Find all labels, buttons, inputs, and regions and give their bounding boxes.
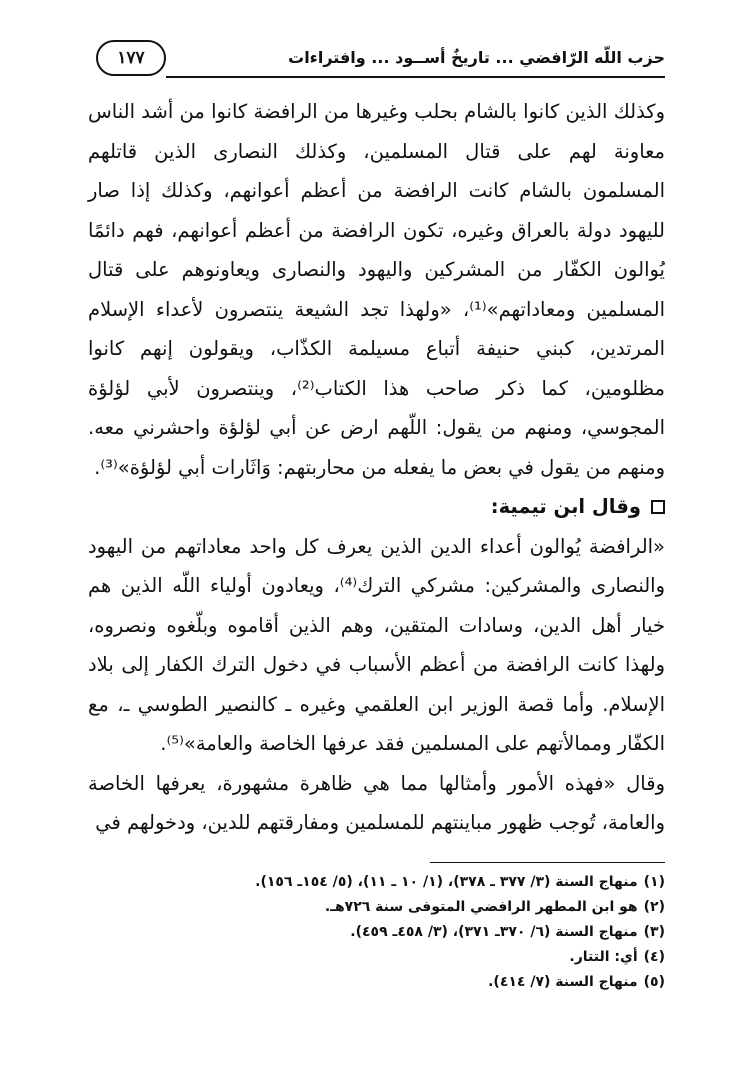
footnote-text: منهاج السنة (٧/ ٤١٤). (488, 974, 638, 990)
paragraph-2: «الرافضة يُوالون أعداء الدين الذين يعرف كل واحد معاداتهم من اليهود والنصارى والمشركين: مشركي الترك⁽⁴⁾، ويعادون أولياء اللّه الذين هم خيار أهل الدين، وسادات المتقين، وهم الذين أقاموه وبلّغوه ونصروه، ولهذا كانت الرافضة من أعظم الأسباب في دخول الترك الكفار إلى بلاد الإسلام. وأما قصة الوزير ابن العلقمي وغيره ـ كالنصير الطوسي ـ، مع الكفّار وممالأتهم على المسلمين فقد عرفها الخاصة والعامة»⁽⁵⁾. (88, 534, 666, 755)
section-heading (88, 487, 665, 527)
footnote-number: (٢) (643, 899, 665, 915)
footnote (88, 945, 665, 970)
footnote-number: (٣) (643, 924, 665, 940)
footnote (88, 920, 665, 945)
footnote (88, 895, 665, 920)
section-heading-text: وقال ابن تيمية: (490, 495, 641, 518)
footnote-text: أي: التتار. (569, 949, 638, 965)
footnote-text: هو ابن المطهر الرافضي المتوفى سنة ٧٢٦هـ. (324, 899, 638, 915)
footnote-text: منهاج السنة (٣/ ٣٧٧ ـ ٣٧٨)، (١/ ١٠ ـ ١١)، (٥/ ١٥٤ـ ١٥٦). (255, 874, 638, 890)
page-header (96, 34, 665, 82)
footnote-text: منهاج السنة (٦/ ٣٧٠ـ ٣٧١)، (٣/ ٤٥٨ـ ٤٥٩). (350, 924, 638, 940)
page-number: ١٧٧ (96, 40, 166, 76)
running-title: حزب اللّه الرّافضي ... تاريخٌ أســود ... وافتراءات (288, 48, 665, 67)
footnote-number: (٥) (643, 974, 665, 990)
footnote (88, 970, 665, 995)
footnotes (88, 870, 665, 995)
footnote-rule (430, 862, 665, 863)
main-text (88, 92, 665, 843)
square-bullet-icon (651, 500, 665, 514)
footnote-number: (٤) (643, 949, 665, 965)
header-rule (166, 76, 665, 78)
paragraph-1: وكذلك الذين كانوا بالشام بحلب وغيرها من الرافضة كانوا من أشد الناس معاونة لهم على قتال المسلمين، وكذلك النصارى الذين قاتلهم المسلمون بالشام كانت الرافضة من أعظم أعوانهم، وكذلك إذا صار لليهود دولة بالعراق وغيره، تكون الرافضة من أعظم أعوانهم، فهم دائمًا يُوالون الكفّار من المشركين واليهود والنصارى ويعاونوهم على قتال المسلمين ومعاداتهم»⁽¹⁾، «ولهذا تجد الشيعة ينتصرون لأعداء الإسلام المرتدين، كبني حنيفة أتباع مسيلمة الكذّاب، ويقولون إنهم كانوا مظلومين، كما ذكر صاحب هذا الكتاب⁽²⁾، وينتصرون لأبي لؤلؤة المجوسي، ومنهم من يقول: اللّهم ارض عن أبي لؤلؤة واحشرني معه. ومنهم من يقول في بعض ما يفعله من محاربتهم: وَاثَارات أبي لؤلؤة»⁽³⁾. (88, 100, 665, 479)
footnote (88, 870, 665, 895)
paragraph-3: وقال «فهذه الأمور وأمثالها مما هي ظاهرة مشهورة، يعرفها الخاصة والعامة، تُوجب ظهور مباينتهم للمسلمين ومفارقتهم للدين، ودخولهم في (88, 771, 665, 834)
footnote-number: (١) (643, 874, 665, 890)
